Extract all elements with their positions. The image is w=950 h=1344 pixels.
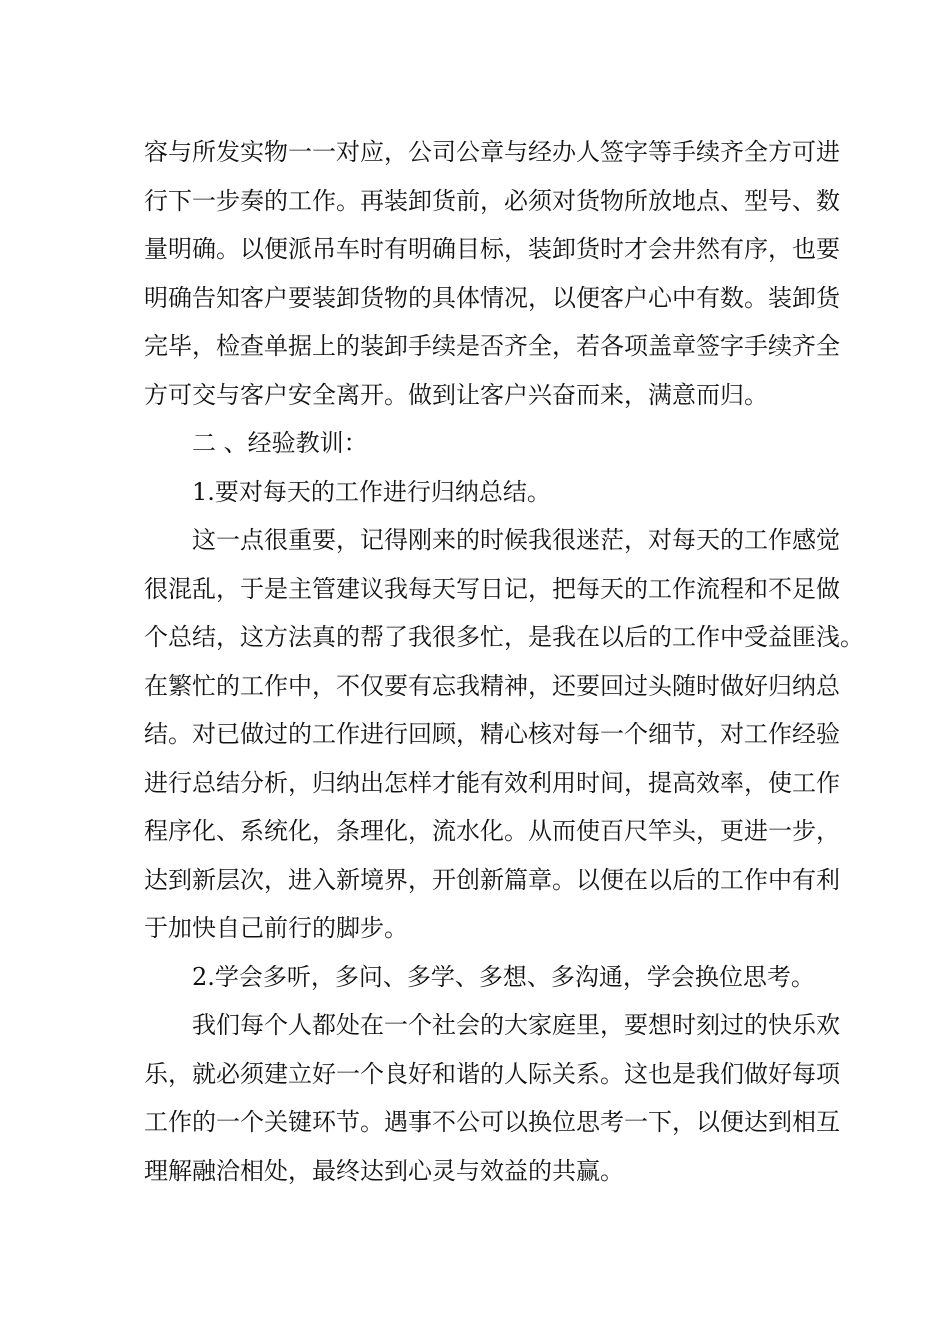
text-line: 明确告知客户要装卸货物的具体情况，以便客户心中有数。装卸货 (144, 283, 840, 312)
text-line: 在繁忙的工作中，不仅要有忘我精神，还要回过头随时做好归纳总 (144, 671, 840, 700)
text-line: 工作的一个关键环节。遇事不公可以换位思考一下，以便达到相互 (144, 1108, 840, 1136)
text-line: 方可交与客户安全离开。做到让客户兴奋而来，满意而归。 (144, 380, 768, 409)
text-line: 结。对已做过的工作进行回顾，精心核对每一个细节，对工作经验 (144, 720, 840, 748)
section-heading: 二 、经验教训： (192, 429, 368, 457)
subsection-heading: 1.要对每天的工作进行归纳总结。 (192, 477, 551, 506)
text-line: 容与所发实物一一对应，公司公章与经办人签字等手续齐全方可进 (144, 138, 840, 166)
document-body (144, 128, 864, 1195)
text-line: 量明确。以便派吊车时有明确目标，装卸货时才会井然有序，也要 (144, 235, 840, 263)
text-line: 程序化、系统化，条理化，流水化。从而使百尺竿头，更进一步， (144, 817, 840, 845)
text-line: 达到新层次，进入新境界，开创新篇章。以便在以后的工作中有利 (144, 865, 840, 894)
text-line: 于加快自己前行的脚步。 (144, 914, 408, 942)
text-line: 完毕，检查单据上的装卸手续是否齐全，若各项盖章签字手续齐全 (144, 332, 840, 360)
text-line: 很混乱，于是主管建议我每天写日记，把每天的工作流程和不足做 (144, 574, 840, 603)
text-line: 这一点很重要，记得刚来的时候我很迷茫，对每天的工作感觉 (192, 526, 840, 554)
text-line: 个总结，这方法真的帮了我很多忙，是我在以后的工作中受益匪浅。 (144, 623, 864, 651)
text-line: 理解融洽相处，最终达到心灵与效益的共赢。 (144, 1156, 624, 1185)
text-line: 我们每个人都处在一个社会的大家庭里，要想时刻过的快乐欢 (192, 1011, 840, 1039)
text-line: 行下一步奏的工作。再装卸货前，必须对货物所放地点、型号、数 (144, 186, 840, 215)
text-line: 乐，就必须建立好一个良好和谐的人际关系。这也是我们做好每项 (144, 1059, 840, 1088)
text-line: 进行总结分析，归纳出怎样才能有效利用时间，提高效率，使工作 (144, 768, 840, 797)
subsection-heading: 2.学会多听，多问、多学、多想、多沟通，学会换位思考。 (192, 962, 815, 991)
